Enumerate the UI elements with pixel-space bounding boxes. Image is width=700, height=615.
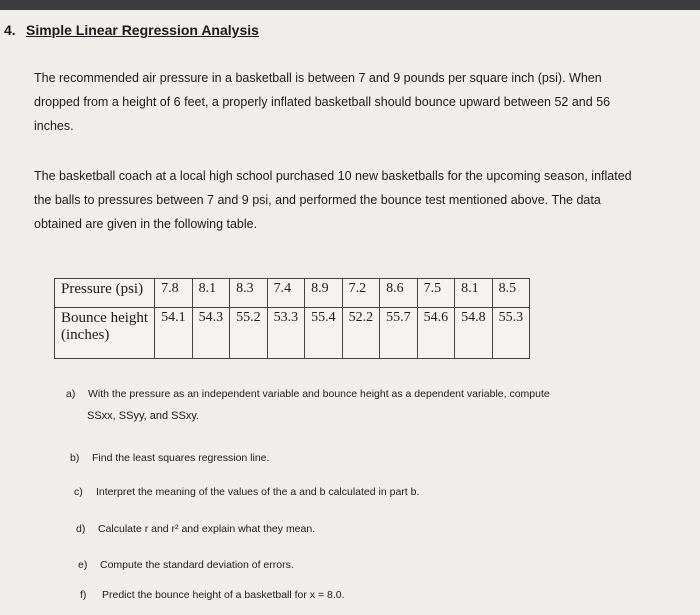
bounce-header-line-1: Bounce height	[61, 310, 149, 326]
intro-line-3: inches.	[34, 119, 74, 133]
intro-paragraph-1	[34, 66, 694, 138]
question-b	[70, 452, 269, 464]
pressure-cell: 8.5	[492, 279, 530, 308]
question-a-text: With the pressure as an independent variable and bounce height as a dependent variable, compute	[88, 388, 550, 400]
question-b-text: Find the least squares regression line.	[92, 452, 270, 464]
bounce-cell: 52.2	[342, 308, 380, 359]
bounce-cell: 55.2	[230, 308, 268, 359]
question-a	[66, 388, 550, 400]
bounce-cell: 55.7	[380, 308, 418, 359]
pressure-cell: 8.9	[305, 279, 343, 308]
intro-paragraph-2	[34, 164, 698, 236]
intro-line-6: obtained are given in the following table.	[34, 217, 258, 231]
intro-line-2: dropped from a height of 6 feet, a properly inflated basketball should bounce upward between 52 and 56	[34, 95, 611, 109]
bounce-cell: 54.1	[155, 308, 193, 359]
top-edge-bar	[0, 0, 700, 10]
pressure-cell: 8.1	[192, 279, 230, 308]
question-f-text: Predict the bounce height of a basketball for x = 8.0.	[102, 589, 345, 601]
pressure-cell: 8.3	[230, 279, 268, 308]
intro-line-4: The basketball coach at a local high school purchased 10 new basketballs for the upcoming season, inflated	[34, 169, 632, 183]
pressure-cell: 7.8	[155, 279, 193, 308]
question-e-text: Compute the standard deviation of errors.	[100, 559, 294, 571]
question-f-label: f)	[80, 589, 87, 601]
question-d-text: Calculate r and r² and explain what they mean.	[98, 523, 316, 535]
intro-line-1: The recommended air pressure in a basketball is between 7 and 9 pounds per square inch (psi). When	[34, 71, 602, 85]
question-d-label: d)	[76, 523, 86, 535]
question-c	[74, 486, 419, 498]
problem-title: Simple Linear Regression Analysis	[26, 22, 259, 38]
bounce-header-line-2: (inches)	[61, 327, 110, 343]
pressure-header: Pressure (psi)	[55, 279, 155, 308]
pressure-row	[55, 279, 530, 308]
bounce-row	[55, 308, 530, 359]
bounce-cell: 53.3	[267, 308, 305, 359]
pressure-cell: 7.2	[342, 279, 380, 308]
problem-number: 4.	[4, 22, 16, 38]
question-e-label: e)	[78, 559, 88, 571]
question-a-label: a)	[66, 388, 76, 400]
bounce-cell: 54.3	[192, 308, 230, 359]
bounce-cell: 55.4	[305, 308, 343, 359]
question-f	[80, 589, 345, 601]
bounce-cell: 54.6	[417, 308, 455, 359]
data-table	[54, 278, 530, 359]
pressure-cell: 8.1	[455, 279, 493, 308]
intro-line-5: the balls to pressures between 7 and 9 psi, and performed the bounce test mentioned above. The data	[34, 193, 601, 207]
question-c-label: c)	[74, 486, 83, 498]
pressure-cell: 8.6	[380, 279, 418, 308]
pressure-cell: 7.5	[417, 279, 455, 308]
question-a-continued: SSxx, SSyy, and SSxy.	[87, 410, 200, 422]
question-d	[76, 523, 315, 535]
bounce-cell: 54.8	[455, 308, 493, 359]
pressure-cell: 7.4	[267, 279, 305, 308]
question-c-text: Interpret the meaning of the values of the a and b calculated in part b.	[96, 486, 420, 498]
question-b-label: b)	[70, 452, 80, 464]
question-e	[78, 559, 294, 571]
bounce-cell: 55.3	[492, 308, 530, 359]
bounce-header	[55, 308, 155, 359]
